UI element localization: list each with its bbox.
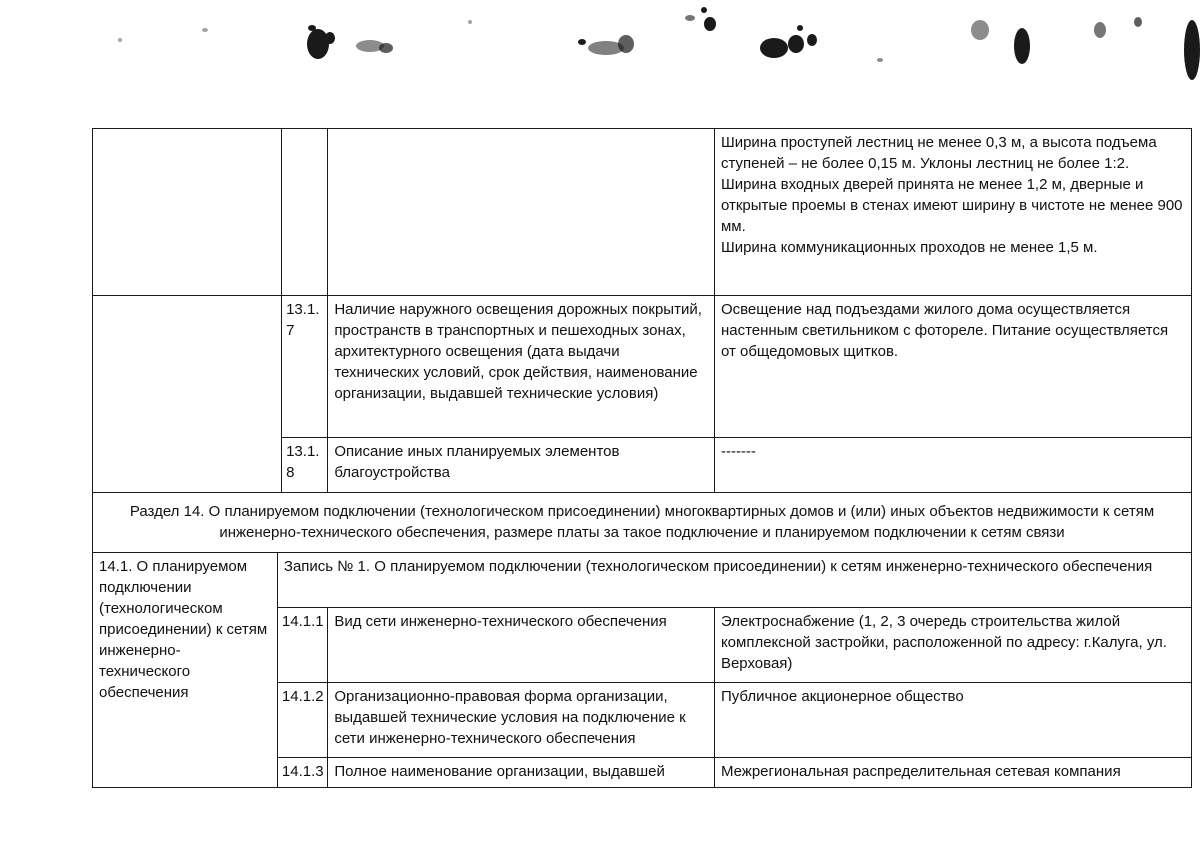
empty-section-cell <box>93 129 282 296</box>
section-14-header <box>93 493 1192 553</box>
record-title: Запись № 1. О планируемом подключении (технологическом присоединении) к сетям инженерно-технического обеспечения <box>277 553 1191 608</box>
empty-section-cell <box>93 296 282 493</box>
scan-smudges <box>0 0 1200 110</box>
row-label <box>328 758 715 788</box>
row-value: Электроснабжение (1, 2, 3 очередь строительства жилой комплексной застройки, расположенной по адресу: г.Калуга, ул. Верховая) <box>714 608 1191 683</box>
row-label: Организационно-правовая форма организации, выдавшей технические условия на подключение к сети инженерно-технического обеспечения <box>328 683 715 758</box>
value-line: Ширина проступей лестниц не менее 0,3 м, а высота подъема ступеней – не более 0,15 м. Уклоны лестниц не более 1:2. <box>720 134 1157 172</box>
row-number: 14.1.2 <box>277 683 327 758</box>
empty-num-cell <box>282 129 328 296</box>
empty-label-cell <box>328 129 715 296</box>
row-label: Наличие наружного освещения дорожных покрытий, пространств в транспортных и пешеходных зонах, архитектурного освещения (дата выдачи технических условий, срок действия, наименование организации, выдавшей технические условия) <box>328 296 715 438</box>
row-label: Вид сети инженерно-технического обеспечения <box>328 608 715 683</box>
row-label: Описание иных планируемых элементов благоустройства <box>328 438 715 493</box>
value-line: Ширина коммуникационных проходов не менее 1,5 м. <box>720 239 1098 256</box>
row-value-text: Межрегиональная распределительная сетевая компания <box>720 763 1121 780</box>
table-row-continuation <box>93 129 1192 296</box>
row-number: 13.1.7 <box>282 296 328 438</box>
row-value <box>714 758 1191 788</box>
table-row-13-1-7 <box>93 296 1192 438</box>
subsection-title: 14.1. О планируемом подключении (технологическом присоединении) к сетям инженерно-технического обеспечения <box>93 553 278 788</box>
row-value <box>714 129 1191 296</box>
row-value: Освещение над подъездами жилого дома осуществляется настенным светильником с фотореле. Питание осуществляется от общедомовых щитков. <box>714 296 1191 438</box>
table-row-record-1 <box>93 553 1192 608</box>
value-line: Ширина входных дверей принята не менее 1,2 м, дверные и открытые проемы в стенах имеют ширину в чистоте не менее 900 мм. <box>720 176 1183 235</box>
row-label-text: Полное наименование организации, выдавшей <box>334 763 665 780</box>
row-value: Публичное акционерное общество <box>714 683 1191 758</box>
row-number: 13.1.8 <box>282 438 328 493</box>
document-table <box>92 128 1192 788</box>
row-number: 14.1.1 <box>277 608 327 683</box>
section-title: Раздел 14. О планируемом подключении (технологическом присоединении) многоквартирных домов и (или) иных объектов недвижимости к сетям инженерно-технического обеспечения, размере платы за такое подключение и планируемом подключении к сетям связи <box>93 493 1192 553</box>
row-number: 14.1.3 <box>277 758 327 788</box>
row-value: ------- <box>714 438 1191 493</box>
